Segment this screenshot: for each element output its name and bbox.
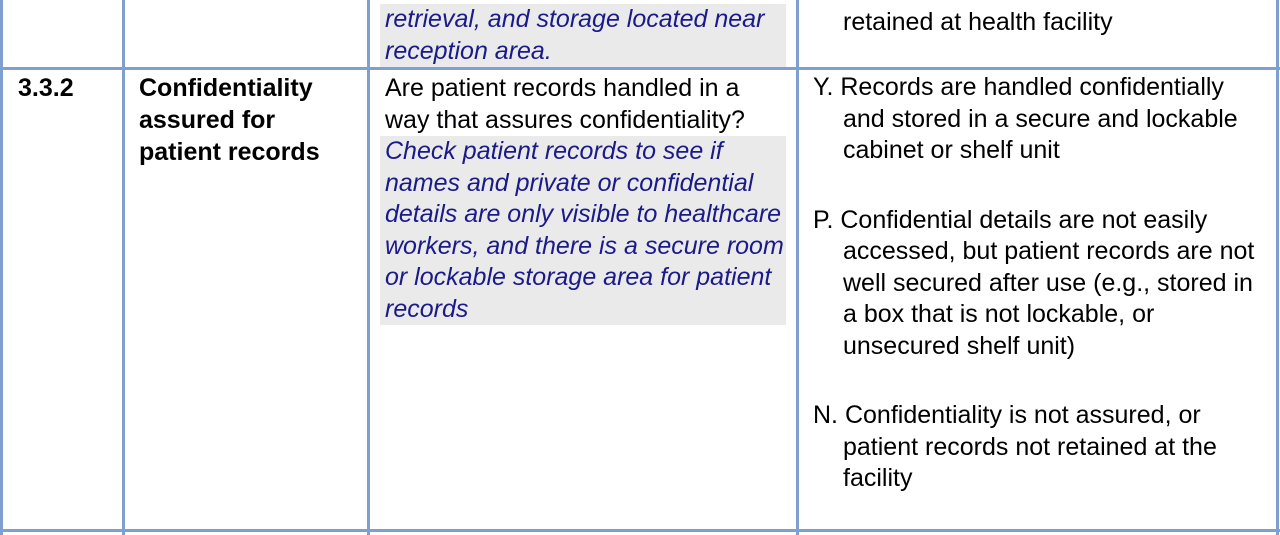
response-code: N. — [813, 401, 838, 429]
table-border-right — [1276, 0, 1279, 535]
item-number: 3.3.2 — [18, 74, 74, 102]
column-divider-1 — [122, 0, 125, 535]
table-border-left — [0, 0, 3, 535]
column-divider-2 — [367, 0, 370, 535]
row-divider — [0, 67, 1280, 70]
response-text: Confidential details are not easily accessed, but patient records are not well secured after use (e.g., stored in a box that is not lockable, or unsecured shelf unit) — [840, 205, 1255, 360]
response-option-yes — [813, 72, 1263, 167]
guidance-text: Check patient records to see if names and private or confidential details are only visible to healthcare workers, and there is a secure room or lockable storage area for patient records — [380, 136, 786, 325]
response-text-continued: retained at health facility — [843, 8, 1113, 36]
response-code: P. — [813, 205, 834, 234]
response-text: Records are handled confidentially and stored in a secure and lockable cabinet or shelf unit — [840, 73, 1238, 164]
table-border-bottom — [0, 529, 1280, 532]
question-text: Are patient records handled in a way that assures confidentiality? — [385, 74, 745, 134]
item-title: Confidentiality assured for patient records — [139, 74, 320, 166]
response-option-partial — [813, 205, 1263, 363]
response-option-no — [813, 400, 1263, 495]
guidance-text-continued: retrieval, and storage located near reception area. — [380, 4, 786, 67]
column-divider-3 — [796, 0, 799, 535]
response-options — [813, 72, 1263, 495]
response-code: Y. — [813, 73, 834, 101]
response-text: Confidentiality is not assured, or patient records not retained at the facility — [843, 401, 1217, 492]
question-cell — [380, 72, 786, 325]
